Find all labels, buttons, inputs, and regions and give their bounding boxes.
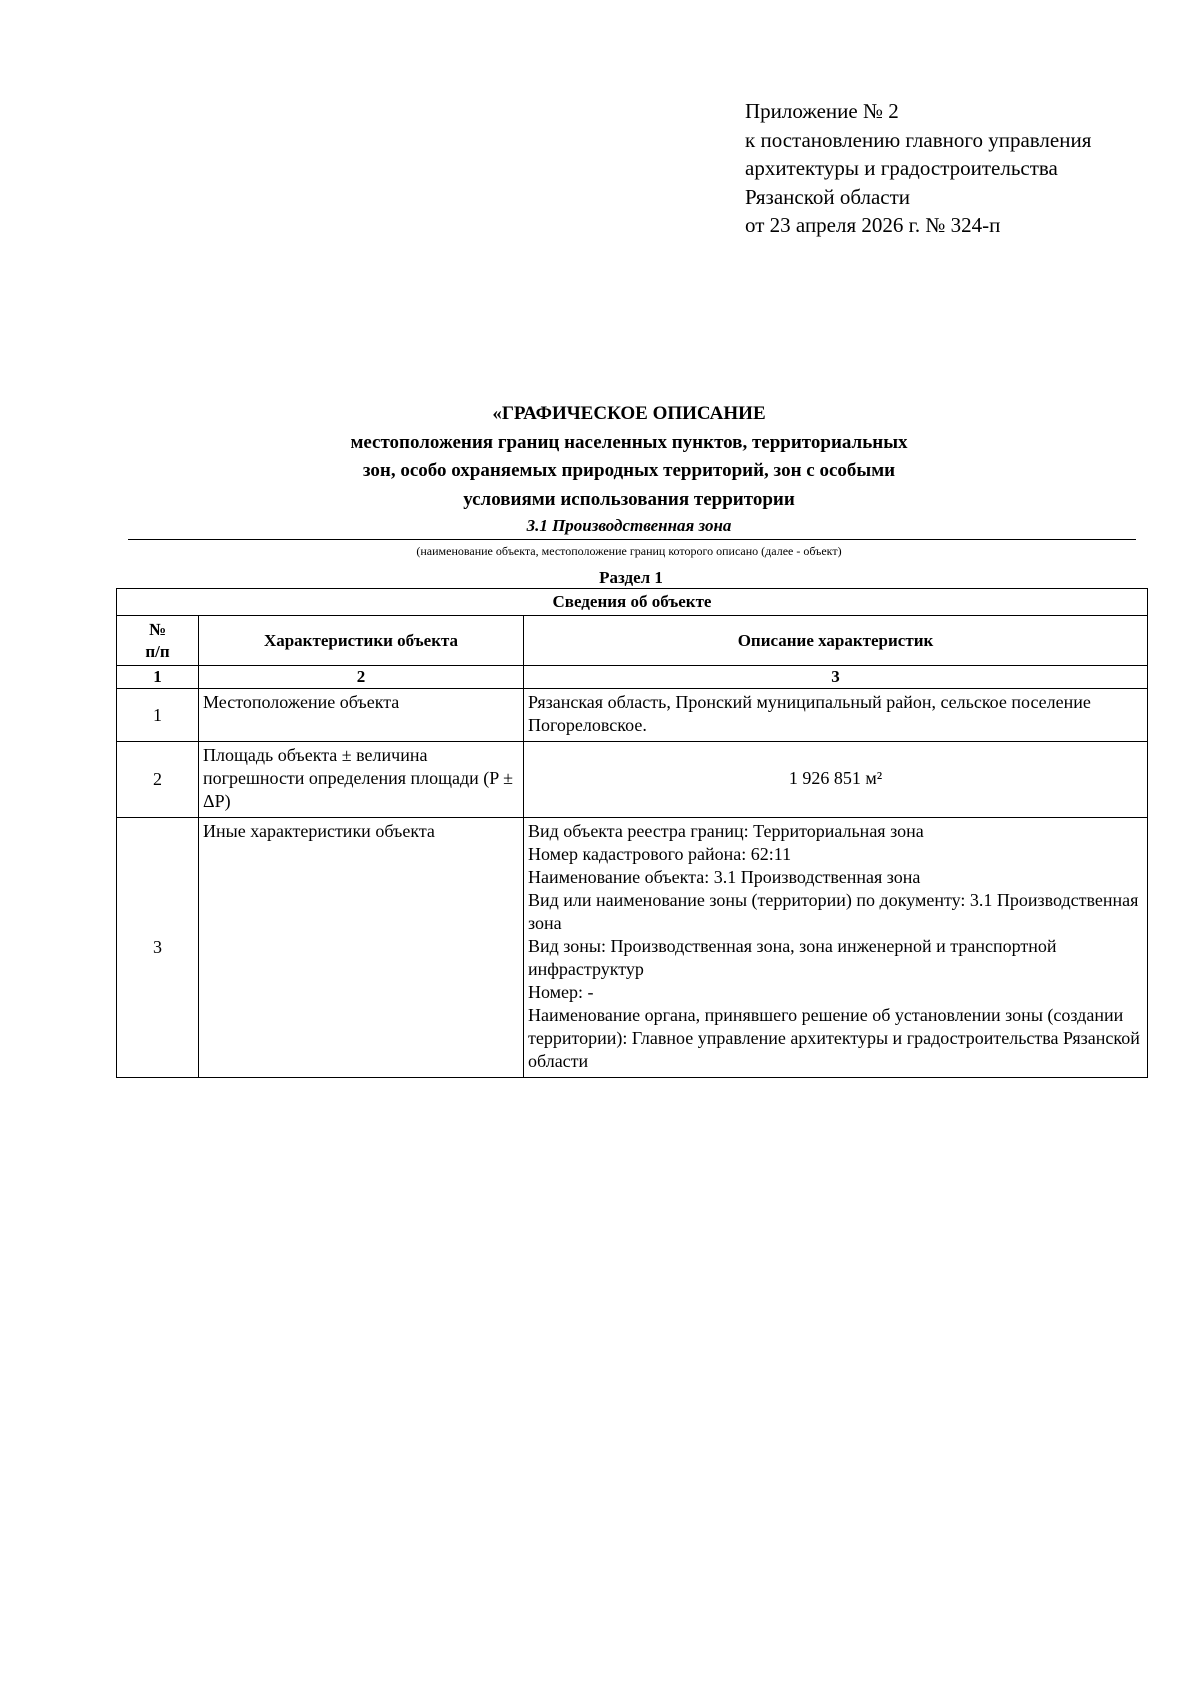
header-num-abbrev: п/п <box>145 641 170 661</box>
row-description-list <box>524 818 1148 1078</box>
row-description: Рязанская область, Пронский муниципальный район, сельское поселение Погореловское. <box>524 689 1148 742</box>
description-line: Вид объекта реестра границ: Территориальная зона <box>528 821 924 841</box>
header-characteristics: Характеристики объекта <box>199 616 524 666</box>
column-number: 3 <box>524 666 1148 689</box>
header-description: Описание характеристик <box>524 616 1148 666</box>
table-caption: Сведения об объекте <box>117 589 1148 616</box>
description-line: Наименование объекта: 3.1 Производственная зона <box>528 867 921 887</box>
row-characteristic: Иные характеристики объекта <box>199 818 524 1078</box>
document-title-block <box>120 400 1138 560</box>
document-subtitle-line-1: местоположения границ населенных пунктов, территориальных <box>350 431 908 453</box>
header-num-label <box>117 619 198 663</box>
appendix-department-line: архитектуры и градостроительства <box>745 156 1058 180</box>
appendix-resolution-line: к постановлению главного управления <box>745 127 1092 152</box>
object-name-caption: (наименование объекта, местоположение границ которого описано (далее - объект) <box>416 544 842 558</box>
description-line: Номер кадастрового района: 62:11 <box>528 844 792 864</box>
appendix-header <box>745 97 1165 240</box>
table-row <box>117 689 1148 742</box>
description-line: Наименование органа, принявшего решение об установлении зоны (создании территории): Главное управление архитектуры и градостроительства Рязанской области <box>528 1005 1140 1071</box>
row-index: 3 <box>117 818 199 1078</box>
row-characteristic: Площадь объекта ± величина погрешности определения площади (P ± ΔP) <box>199 742 524 818</box>
object-name: 3.1 Производственная зона <box>526 516 732 535</box>
appendix-region-line: Рязанской области <box>745 184 911 209</box>
column-number: 2 <box>199 666 524 689</box>
table-row <box>117 818 1148 1078</box>
document-subtitle-line-2: зон, особо охраняемых природных территорий, зон с особыми <box>362 460 896 481</box>
description-line: Вид зоны: Производственная зона, зона инженерной и транспортной инфраструктур <box>528 936 1057 979</box>
row-description: 1 926 851 м² <box>524 742 1148 818</box>
appendix-number: Приложение № 2 <box>745 99 899 123</box>
table-header-row <box>117 616 1148 666</box>
column-numbers-row <box>117 666 1148 689</box>
row-index: 2 <box>117 742 199 818</box>
appendix-date-line: от 23 апреля 2026 г. № 324-п <box>745 213 1001 237</box>
table-row <box>117 742 1148 818</box>
header-num <box>117 616 199 666</box>
description-line: Номер: - <box>528 982 594 1002</box>
row-index: 1 <box>117 689 199 742</box>
object-info-table <box>116 588 1148 1078</box>
column-number: 1 <box>117 666 199 689</box>
document-subtitle-line-3: условиями использования территории <box>463 488 795 510</box>
row-characteristic: Местоположение объекта <box>199 689 524 742</box>
section-label: Раздел 1 <box>599 568 663 587</box>
table-caption-row <box>117 589 1148 616</box>
object-name-underline <box>128 539 1136 540</box>
document-title: «ГРАФИЧЕСКОЕ ОПИСАНИЕ <box>492 403 766 424</box>
header-num-symbol: № <box>148 619 167 639</box>
description-line: Вид или наименование зоны (территории) по документу: 3.1 Производственная зона <box>528 890 1139 933</box>
